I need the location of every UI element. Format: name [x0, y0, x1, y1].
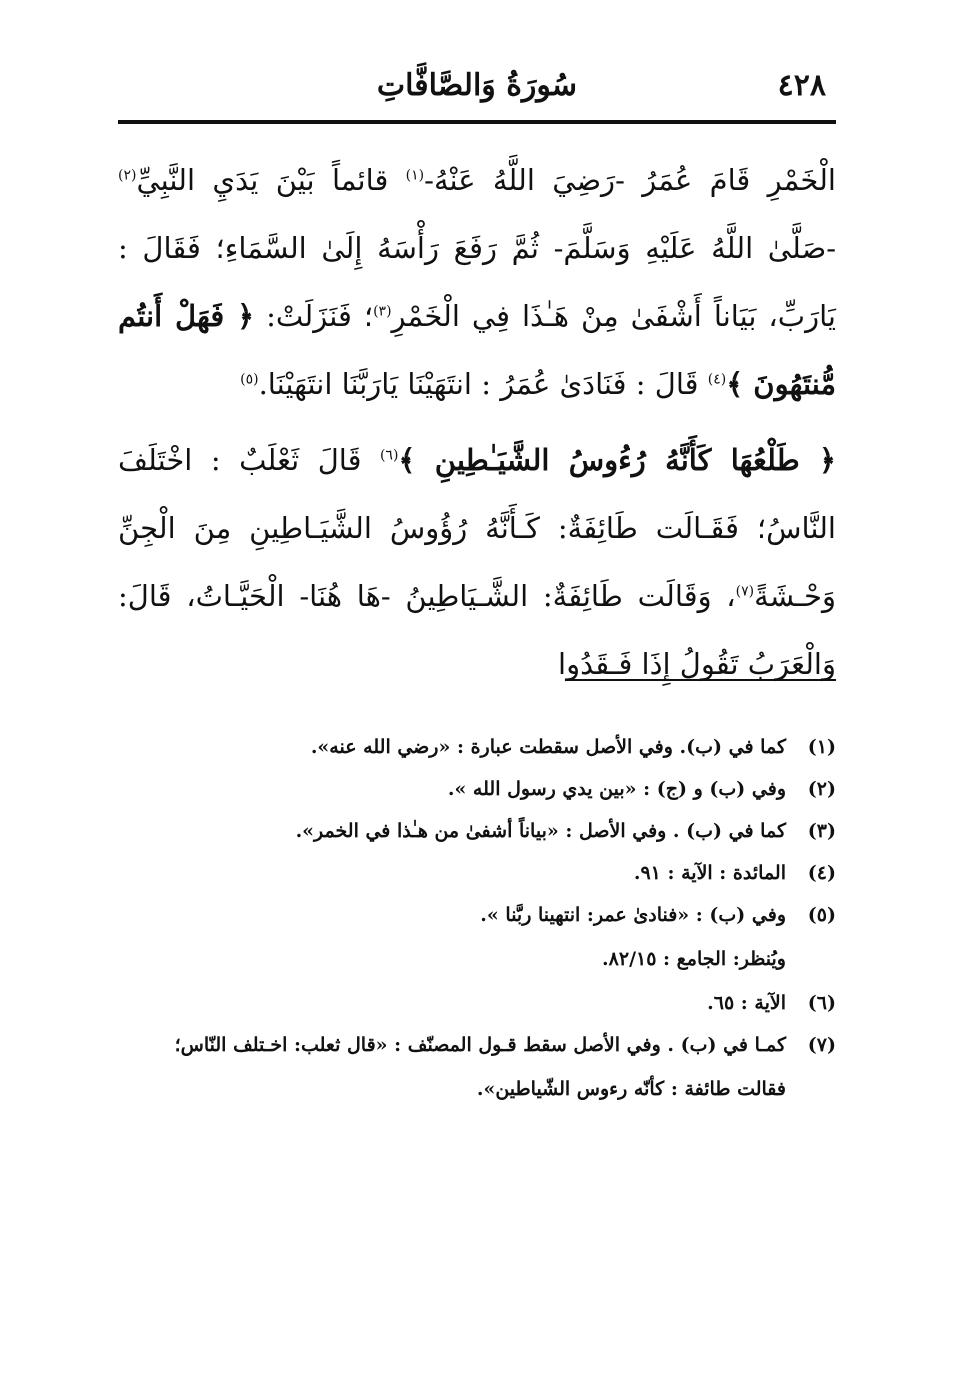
footnote-item	[118, 726, 836, 768]
footnote-text: الآية : ٦٥.	[707, 992, 786, 1014]
footnote-number: (٤)	[807, 862, 836, 884]
footnote-text: كمـا في (ب) . وفي الأصل سقط قـول المصنّف : «قال ثعلب: اخـتلف النّاس؛	[174, 1034, 786, 1056]
footnote-item	[118, 852, 836, 894]
footnote-item	[118, 810, 836, 852]
footnote-number: (٥)	[807, 904, 836, 926]
footnote-text: كما في (ب) . وفي الأصل : «بياناً أشفىٰ من هـٰذا في الخمر».	[295, 820, 786, 842]
text-run: -صَلَّىٰ اللَّهُ عَلَيْهِ وَسَلَّمَ- ثُمَّ رَفَعَ رَأْسَهُ إِلَىٰ السَّمَاءِ؛ فَقَالَ : يَارَبِّ، بَيَاناً أَشْفَىٰ مِنْ هَـٰذَا فِي الْخَمْرِ	[118, 231, 836, 333]
footnote-number: (٧)	[807, 1034, 836, 1056]
footnote-item	[118, 768, 836, 810]
footnote-divider	[566, 679, 836, 681]
paragraph-text	[118, 426, 836, 698]
footnote-ref-1[interactable]: (١)	[405, 167, 425, 184]
text-run: قَالَ : فَنَادَىٰ عُمَرُ : انتَهَيْنَا يَارَبَّنَا انتَهَيْنَا.	[258, 367, 708, 401]
footnote-number: (١)	[807, 736, 836, 758]
surah-title: سُورَةُ وَالصَّافَّاتِ	[376, 68, 578, 103]
page-number: ٤٢٨	[777, 68, 826, 103]
text-run: الْخَمْرِ قَامَ عُمَرُ -رَضِيَ اللَّهُ عَنْهُ-	[424, 163, 836, 197]
quran-verse: ﴿ فَهَلْ أَنتُم مُّنتَهُونَ ﴾	[118, 299, 836, 401]
header-divider	[118, 120, 836, 124]
main-paragraph-2	[118, 426, 836, 698]
footnote-text: وفي (ب) و (ج) : «بين يدي رسول الله ».	[447, 778, 786, 800]
quran-verse: ﴿ طَلْعُهَا كَأَنَّهُ رُءُوسُ الشَّيَـٰطِينِ ﴾	[398, 443, 836, 477]
page-header	[118, 64, 836, 114]
footnote-text: وفي (ب) : «فنادىٰ عمر: انتهينا ربَّنا ».	[480, 904, 786, 926]
footnote-continuation: ويُنظر: الجامع : ٨٢/١٥.	[602, 948, 786, 970]
main-paragraph-1	[118, 146, 836, 418]
footnote-ref-5[interactable]: (٥)	[240, 371, 259, 388]
footnote-number: (٣)	[807, 820, 836, 842]
footnote-text: المائدة : الآية : ٩١.	[633, 862, 786, 884]
text-run: قَالَ ثَعْلَبٌ : اخْتَلَفَ النَّاسُ؛ فَقَـالَت طَائِفَةٌ: كَـأَنَّهُ رُؤُوسُ الشَّيَـاطِينِ مِنَ الْجِنِّ وَحْـشَةً	[118, 443, 836, 613]
paragraph-text	[118, 146, 836, 418]
footnote-ref-7[interactable]: (٧)	[735, 583, 755, 600]
footnote-item	[118, 894, 836, 982]
text-run: قائماً بَيْنَ يَدَيِ النَّبِيِّ	[136, 163, 406, 197]
footnote-ref-2[interactable]: (٢)	[118, 167, 137, 184]
footnote-number: (٢)	[807, 778, 836, 800]
footnote-ref-6[interactable]: (٦)	[379, 447, 399, 464]
footnote-item	[118, 1024, 836, 1112]
text-run: ، وَقَالَت طَائِفَةٌ: الشَّـيَاطِينُ -هَا هُنَا- الْحَيَّـاتُ، قَالَ: وَالْعَرَبُ تَقُولُ إِذَا فَـقَدُوا	[118, 579, 836, 681]
footnote-ref-4[interactable]: (٤)	[707, 371, 727, 388]
footnotes-list	[118, 726, 836, 1112]
footnote-item	[118, 982, 836, 1024]
footnote-text: كما في (ب). وفي الأصل سقطت عبارة : «رضي الله عنه».	[310, 736, 786, 758]
footnote-number: (٦)	[807, 992, 836, 1014]
text-run: ؛ فَنَزَلَتْ:	[254, 299, 374, 333]
footnote-continuation: فقالت طائفة : كأنّه رءوس الشّياطين».	[476, 1078, 786, 1100]
footnote-ref-3[interactable]: (٣)	[373, 303, 392, 320]
